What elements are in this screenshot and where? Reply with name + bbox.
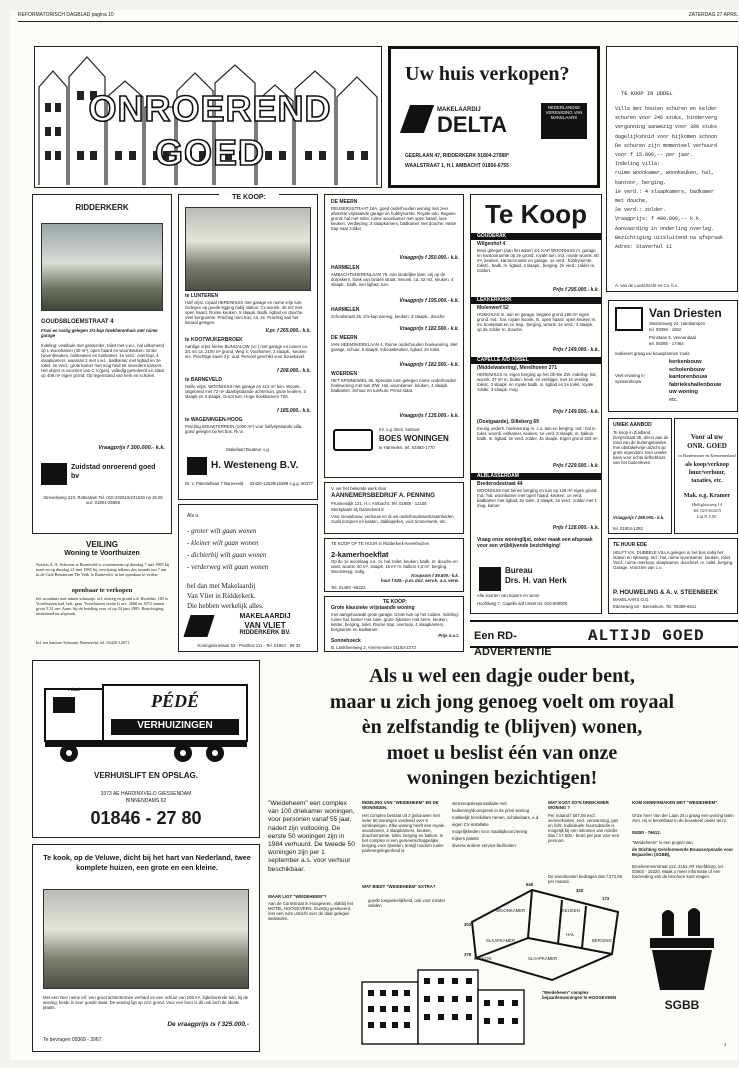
ad-title: DE MEERN xyxy=(331,335,358,341)
vanvliet-slogan: - dichterbij wilt gaan wonen xyxy=(187,551,267,559)
boes-agent-small: Inl. o.g. Bem. kantoor xyxy=(379,427,420,432)
ad-price: Prijs f 149.500.- k.k. xyxy=(552,409,599,415)
ad-text: Mooi gelegen (aan het water) 2/1 KAP WOONHUIS m. garage en kantoorruimte op 2e grond, royale tuin. Ind. royale woonk. 60 m², keuken, kantoorruimte en garage. 1e verd.: hobbyruimte, toiletc., badk. m. ligbad, 4 slaapk., berging. 2e verd.: zolder m. zoldert. xyxy=(477,248,599,273)
boes-agent: BOES WONINGEN xyxy=(379,434,449,443)
kramer-line: als koop/verkoop xyxy=(685,462,729,468)
delta-headline: Uw huis verkopen? xyxy=(405,63,570,85)
weideheem-col5-text2: "Weideheem" is een project van xyxy=(632,840,693,845)
penning-addr: Pruimendijk 121, H.I. Ambacht. Tel. 01858 - 12105 xyxy=(331,501,427,506)
westeneng-footer-small: Makelaar/Taxateur o.g. xyxy=(226,447,270,452)
vandriesten-addr4: tel. 08385 - 17464 xyxy=(649,341,684,346)
headline-line: maar u zich jong genoeg voelt om royaal xyxy=(329,690,675,713)
ridderkerk-sub: Fraai en rustig gelegen 2/1-kap hoekherenhuis met ruime garage xyxy=(41,328,158,338)
ad-street: Brederodestraat 44 xyxy=(477,481,523,487)
sonnehoeck-addr: B. Lankheerweg 2, Amersmolen 01183-2273 xyxy=(331,645,416,650)
ad-price: Vraagprijs f 350.000.- k.k. xyxy=(399,255,459,261)
vanvliet-call-line: Die hebben werkelijk alles. xyxy=(187,602,264,610)
veluwe-price: De vraagprijs is f 325.000.- xyxy=(167,1021,249,1028)
plan-room-label: BALKON xyxy=(474,956,492,961)
vandriesten-left2: systeembouw xyxy=(615,379,642,384)
vanvliet-logo-icon xyxy=(183,615,214,637)
vanvliet-slogan: Als u xyxy=(187,513,199,519)
typed-line: vergunning aanwezig voor 300 stuks xyxy=(615,124,718,131)
vanvliet-slogan: - kleiner wilt gaan wonen xyxy=(187,539,259,547)
delta-logo-mark xyxy=(400,105,434,133)
ad-title: DE MEERN xyxy=(331,199,358,205)
ad-title: HARMELEN xyxy=(331,307,360,313)
ad-text: REUSERSSTRAAT 16A, goed onderhouden woning met zeer afwerkte vrijstaande garage en hobbyruimte. Royale tuin. Begane grond: hal met toilet, ruime woonkamer met open haard, luxe keuken. Verdieping: 3 slaapkamers, badkamer met douche. Vaste trap naar zolder. xyxy=(331,206,457,231)
veiling-text2: het woonhuis met tuinen schuurtje, erf, uitweg en grond a.d. Hoofdstr. 185 te Voorthuizen kad. bek. gem. Voorthuizen sectie G nrs. 2600 en 3072 samen groot 5.51 are. Aanv. bij de betaling voor of op 24 juni 1985. Bezichtiging uitsluitend na afspraak. xyxy=(36,596,169,616)
kramer-sub: in Haarlemmer en Kennemerland xyxy=(678,453,736,458)
veiling-info: Inl. ten kantore Schoone, Barneveld, tel. 03420-12071. xyxy=(36,640,131,645)
vanherk-ad xyxy=(470,194,602,614)
veiling-notice xyxy=(32,540,172,652)
boes-logo-icon xyxy=(333,429,373,451)
weideheem-col5-tel: 05280 - 76612. xyxy=(632,830,661,835)
ad-price: Prijs f 295.000.- k.k. xyxy=(552,287,599,293)
house-photo xyxy=(185,207,311,291)
ad-street: (Middelwatering), Merelhoven 271 xyxy=(477,365,558,371)
westeneng-agent: H. Westeneng B.V. xyxy=(211,460,299,471)
plan-room-label: HAL xyxy=(566,932,575,937)
weideheem-col1-text: Aan de Curiestraat in Hoogeveen, vlakbij het MOTEL HOOGEVEEN. Gunstig gesitueerd, met een ruim uitzicht over de daar gelegen weilanden. xyxy=(268,901,354,921)
kramer-tel: Tel. 023-263215 xyxy=(692,508,722,513)
kramer-ad xyxy=(674,418,738,534)
rd-word: ALTIJD GOED xyxy=(588,627,705,645)
ad-text: Prachtig BOUWTERREIN (1000 m²) voor halfvrijstaande villa, goed gelegen bij het bos. Ri.vr. xyxy=(185,424,303,434)
sonnehoeck-text: met aangebouwde grote garage. Grote tuin op het zuiden. Indeling: ruime hal, kamer met suite, grote zijkamer met serre, keuken, kelder, berging, toilet. Ruime trap, overloop, 4 slaapkamers, bergruimte en badkamer. xyxy=(331,612,459,632)
kreekhuizen-tel: Tel. 01480 -69322 xyxy=(331,585,366,590)
weideheem-col5-text: Onze heer Van der Laan zit u graag een woning laten zien. Hij is bereikbaar in de bouwkeet onder tel.nr. xyxy=(632,813,734,823)
weideheem-col5-addr: Broekermeerstraat 113, 2151 AR Hoofddorp, tel. 02503 - 15320. Maak u meer informatie of een toezending van de brochure kunt vragen. xyxy=(632,864,724,879)
vanvliet-logo1: MAKELAARDIJ xyxy=(239,613,291,620)
tehuur-sub: MAKELAARS O.G. xyxy=(613,597,650,602)
vanherk-agent: Drs. H. van Herk xyxy=(505,576,567,585)
headline-line: moet u beslist één van onze xyxy=(386,741,618,764)
plan-room-label: SLAAPKAMER xyxy=(528,956,558,961)
vandriesten-addr1: Stationsweg 24, Hamkampen xyxy=(649,321,706,326)
ad-text: Halfv. vrijst. WOONHUIS met garage en 413 m² tuin. Woonk. uitgebreid met 72 m² daarbijstaande achtertuin, grote keuken, 3 slaapk en 3 slaapk. Groot tuin. Hoge hoekkamers 700. xyxy=(185,384,306,399)
tehuur-text: HELFT V.K. DUBBELE VILLA gelegen in het bos nabij het station en rijksweg. Ind.: hal, ruime woonkamer, keuken, toilet. Verd.: ruime overloop, slaapkamer, doucheel. m. toilet, berging. Garage. Voorzien van c.v. xyxy=(613,550,734,570)
section-head: GOUDERAK xyxy=(471,233,601,240)
vandriesten-list-item: kantorenbouw xyxy=(669,374,708,381)
ad-street: Wilgenhof 4 xyxy=(477,241,506,247)
tehuur-addr: Edeseweg 53 - Bennekom. Tel. 08389-6511 xyxy=(613,604,697,609)
weideheem-col1-head: WAAR LIGT "WEIDEHEEM"? xyxy=(268,894,327,899)
delta-addr2: WAALSTRAAT 1, H.I. AMBACHT 01856-6755 xyxy=(405,163,509,169)
headline-line: woningen bezichtigen! xyxy=(406,767,598,789)
weideheem-col3 xyxy=(452,800,540,880)
vandriesten-name: Van Driesten xyxy=(649,306,722,320)
veiling-subhead: openbaar te verkopen xyxy=(71,587,133,594)
typed-line: dagelijkshoid voor bijkomen schoon xyxy=(615,133,718,140)
typed-line: 1e verd.: 4 slaapkamers, badkamer xyxy=(615,188,715,195)
uniek-price: Vraagprijs f 289.000.- k.k. xyxy=(613,515,665,520)
ad-text: HERENHUIS m. eigen berging op het Ob-Be ZW. Indeling: hal, woonk. 37 m² m. buiten, keuk. en verbijgel. met 1e verdiep. toiletc. 3 slaapk. en royale badk. m. ligbad en 2e toilet, royale zolder. 3 slaapk. mog. xyxy=(477,372,597,392)
banner-title: ONROEREND GOED xyxy=(88,88,332,173)
page-number: 1 xyxy=(724,1042,727,1047)
plan-room-label: KEUKEN xyxy=(562,908,580,913)
typed-line: kantoor, berging. xyxy=(615,179,667,186)
pede-ad xyxy=(32,660,260,838)
vanherk-agent-small: Alle soorten van kopers en woon xyxy=(477,593,540,598)
tehuur-agent: P. HOUWELING & A. v. STEENBEEK xyxy=(613,589,719,596)
newspaper-page xyxy=(10,10,738,1060)
delta-logo-line2: DELTA xyxy=(437,112,508,137)
tehuur-ad xyxy=(608,538,738,614)
vanherk-title: Te Koop xyxy=(484,199,588,229)
headline-line: èn zelfstandig te (blijven) wonen, xyxy=(361,716,643,738)
plan-dimension: 173 xyxy=(602,896,610,901)
ad-text: Half vrijst. royaal HERENHUIS met garage en ruime vrije tuin. Gelegen op goede ligging nabij station. Cv woonk. 40 m2 met open haard. Ruime keuken. 5 slaapk. Badk. ligbad en douche. Veel bergruimte. Prachtig ruim tuin, ca. 4x. Prachtig aan het kanaal gelegen. xyxy=(185,300,304,325)
penning-name: AANNEMERSBEDRIJF A. PENNING xyxy=(331,492,435,499)
weideheem-col2-head: INDELING VAN "WEIDEHEEM" EN DE WONINGEN. xyxy=(362,800,439,810)
pede-addr2: BINNENDAMS 62 xyxy=(125,798,167,804)
ad-text: Keurig onderh. hoekwoning m. z.o. tuin en berging. Ind.: hal m. toilet, woonk. eetkamer, keuken, 1e verd. 3 slaapk. m. balkon, badk. m. ligbad, 2e verd. zolder, 4e slaapk. Eigen grond 325 m². xyxy=(477,426,599,441)
ad-text: AMBACHTSHERENLAAN 76. Aan landelijke laan, vrij op de dorpskern, hoek van landeli straat. Woonk. ca. 32 m2, keuken, 4 slaapk., badk. met ligbad, tuin. xyxy=(331,272,454,287)
ridderkerk-title: RIDDERKERK xyxy=(75,203,129,212)
delta-addr1: GEERLAAN 47, RIDDERKERK 01804-27088* xyxy=(405,153,509,159)
typed-line: Adres: Staverhul 11 xyxy=(615,244,673,251)
vandriesten-ad xyxy=(608,300,738,412)
vandriesten-list-item: scholenbouw xyxy=(669,366,705,373)
boes-ad xyxy=(324,194,464,478)
typed-line: Bezichtiging uitsluitend na afspraak xyxy=(615,234,724,241)
kramer-line: huur/verhuur, xyxy=(688,470,726,476)
weideheem-col5-org: de Stichting Gereformeerde Bouwcorporatie voor Bejaarden (SGBB), xyxy=(632,847,733,857)
vandriesten-list-item: fabriekshallenbouw xyxy=(669,381,722,388)
vanherk-appeal: Vraag onze woninglijst, zeker maak een afspraak voor een vrijblijvende bezichtiging! xyxy=(477,537,593,549)
ridderkerk-body: Indeling: vestibule met garderobe, toilet met v.w.l., hal uitkomend op L-woonkamer (40 m²), open haard en woonkeuken. Grote (woon)keuken, tuinkeuken en tuinkamer. 1e verd.: overloop, 4 slaapkamers, waarvan 2 met v.w.l., badkamer met ligbad en 2e toilet. 2e verd.: grote kamer met mog heid tot meerdere kamers. Het object is voorzien van C.V.(gas), volledig geïsoleerd en staat op 408 m² eigen grond. Op tegenstand van kerk en scholen. xyxy=(41,343,164,378)
kreekhuizen-title: 2-kamerhoekflat xyxy=(331,550,389,559)
weideheem-col5-head: KOM KENNISMAKEN MET "WEIDEHEEM" xyxy=(632,800,718,805)
westeneng-tel: 03420-12639/15389 s.g.g. 80377 xyxy=(249,481,313,486)
rd-label: Een RD-ADVERTENTIE xyxy=(474,630,552,658)
veluwe-text: Met een zeer ruime erf, een groot achtertermen verhard en een schuur van 100 m², bijbehorende tuin, bij de woning; beide in zeer goede staat. De woning ligt op zo'n grond. Voor een boer is dit ook toch de ideale plaats. xyxy=(43,995,249,1010)
typed-line: Vraagprijs: f 400.000,-- k.k. xyxy=(615,216,703,223)
veluwe-title: Te kook, op de Veluwe, dicht bij het hart van Nederland, twee komplete huizen, een grote en een kleine. xyxy=(43,853,251,872)
kreekhuizen-intro: TE KOOP OF TE HUUR in Ridderkerk-Kreekhuizen xyxy=(331,541,430,546)
sonnehoeck-price: Prijs n.o.t. xyxy=(438,633,459,638)
masthead-left: REFORMATORISCH DAGBLAD pagina 10 xyxy=(18,12,114,18)
kreekhuizen-price1: Koopsom f 39.500.- k.k. xyxy=(411,573,459,578)
plan-dimension: 378 xyxy=(464,952,472,957)
kramer-lines xyxy=(675,461,739,489)
weideheem-feature: mogelijkheden voor maaltijdvoorziening Kijkers palette xyxy=(452,829,528,841)
veiling-subtitle: Woning te Voorthuizen xyxy=(64,550,140,557)
plan-caption: "Weideheem" complex bejaardenwoningen te HOOGEVEEN xyxy=(542,990,617,1000)
ad-price: Prijs f 128.000.- k.k. xyxy=(552,525,599,531)
delta-ad xyxy=(388,46,600,188)
weideheem-col2-item: goede toegankelijkheid, ook voor minder validen xyxy=(368,898,446,908)
vandriesten-list-item: etc. xyxy=(669,396,679,403)
weideheem-col2-sub: WAT BIEDT "WEIDEHEEM" EXTRA? xyxy=(362,884,436,889)
weideheem-col2-text: Het complex bestaat uit 2 gebouwen met ieder 50 woningen verdeeld over 5 verdiepingen. Elke woning heeft een royale woonkamer, 2 slaapkamers, keuken, douche/ruimte, toilet, berging en balkon. In het complex is een gemeenschappelijke berging voor rijwielen, terwijl rondom ruime parkeergelegenheid is. xyxy=(362,813,445,853)
ad-place: te WAGENINGEN-HOOG xyxy=(185,417,243,423)
veiling-text: Notaris A. A. Schoone te Barneveld is voornemens op dinsdag 7 mei 1985 bij inzet en op dinsdag 21 mei 1985 bij toewijzing telkens des avonds om 7 uur in de Café Restaurant 'De Valk' te Barneveld, in het openbaar te veilen: xyxy=(36,562,170,577)
sonnehoeck-ad xyxy=(324,596,464,652)
typed-line: 2e verd.: zolder. xyxy=(615,207,667,214)
veiling-title: VEILING xyxy=(85,540,118,549)
westeneng-logo-icon xyxy=(187,457,207,475)
penning-text: Voor nieuwbouw, verbouw en al uw onderhoudswerkzaamheden, zoals kozijnen en kasten, dakkapellen, voor timmerwerk, etc. xyxy=(331,514,455,524)
pede-cab: PÉDÉ xyxy=(68,687,80,692)
boes-addr: te Harmelen, tel. 03483-1770 xyxy=(379,445,435,450)
ad-text: Schoolstraat 25. 2/1-kap woning, keuken, 3 slaapk., douche. xyxy=(331,314,446,319)
vanvliet-ad xyxy=(178,504,318,652)
vanvliet-call-line: bel dan met Makelaardij xyxy=(187,582,256,590)
vandriesten-list-item: kerkenbouw xyxy=(669,359,702,365)
ad-price: Vraagprijs f 182.500.- k.k. xyxy=(399,362,459,368)
ad-title: WOERDEN xyxy=(331,371,358,377)
sonnehoeck-sub: Grote klassieke vrijstaande woning xyxy=(331,605,415,611)
ridderkerk-agent-addr: Strevelsweg 210, Rotterdam Tel. 010-232519/231530 na 18.00 uur: 01804-25885 xyxy=(43,495,163,505)
typed-line: De schuren zijn momenteel verhuurd xyxy=(615,142,718,149)
ad-price: Vraagprijs f 182.500.- k.k. xyxy=(399,326,459,332)
section-head: CAPELLE A/D IJSSEL xyxy=(471,357,601,364)
westeneng-title: TE KOOP: xyxy=(219,194,279,203)
ad-street: Molenwerf 52 xyxy=(477,305,509,311)
vandriesten-addr2: tel. 08396 - 1652 xyxy=(649,327,682,332)
typed-notice xyxy=(606,46,738,292)
ad-price: Vraagprijs f 195.000.- k.k. xyxy=(399,298,459,304)
pede-truck-logo: PÉDÉ xyxy=(150,691,199,711)
plan-room-label: SLAAPKAMER xyxy=(486,938,516,943)
typed-footer: A. van de Looschecht en Co. b.v. xyxy=(615,283,678,288)
sonnehoeck-place: Sonnehoeck xyxy=(331,638,361,644)
vandriesten-addr3: Prinstaan 5, Veenendaal xyxy=(649,335,696,340)
ad-place: te KOOTWIJKERBROEK xyxy=(185,337,243,343)
plan-dimension: 320 xyxy=(576,888,584,893)
pede-phone: 01846 - 27 80 xyxy=(90,808,202,828)
vanvliet-addr: Koningsinnelaan 63 - Postbus 111 - Tel. 01804 - 89 32 xyxy=(197,643,301,648)
tehuur-title: TE HUUR EDE xyxy=(613,542,647,548)
section-head: ALBLASSERDAM xyxy=(471,473,601,480)
apartment-building-illustration xyxy=(358,960,528,1048)
ad-price: Vraagprijs f 135.000.- k.k. xyxy=(399,413,459,419)
westeneng-addr: Dr. v. Palestellaan 7 Barneveld xyxy=(185,481,244,486)
vanvliet-call xyxy=(187,581,313,611)
vanvliet-logo2: VAN VLIET xyxy=(244,621,286,630)
sonnehoeck-title: TE KOOP: xyxy=(382,599,408,605)
typed-line: voor f 15.000,-- per jaar. xyxy=(615,152,694,159)
typed-line: met douche, xyxy=(615,198,649,205)
weideheem-headline xyxy=(266,664,738,792)
kramer-lead: Voor al uw xyxy=(690,433,724,441)
ad-price: f 208.000.- k.k. xyxy=(277,368,311,374)
uniek-ad xyxy=(608,418,672,534)
typed-line: Aanvaarding in onderling overleg. xyxy=(615,225,715,232)
vanvliet-slogan-list xyxy=(187,525,313,573)
vanvliet-slogan: - verderweg wilt gaan wonen xyxy=(187,563,269,571)
vandriesten-list-item: uw woning xyxy=(669,389,698,396)
ad-text: Aardige vrijst. kleine BUNGALOW (v.r.) met garage en tuinen ca. 3/1 en ca. 2100 m² grond. Weg 4. Voorkamer, 2 slaapk., keuken etc. Prachtige kavel 3 jr. oud. Perceel geschikt voor bouwkavel. xyxy=(185,344,308,359)
pede-addr1: 3373 AE HARDINXVELD GIESSENDAM xyxy=(100,791,192,797)
plan-room-label: BERGING xyxy=(592,938,612,943)
ridderkerk-street: GOUDSBLOEMSTRAAT 4 xyxy=(41,319,114,325)
kramer-extra: Lid N.V.M. xyxy=(697,514,717,519)
weideheem-feature: diverse andere service-faciliteiten xyxy=(452,843,516,848)
ad-place: te LUNTEREN xyxy=(185,293,219,299)
uniek-tel: tel. 01804-1282 xyxy=(613,526,643,531)
zuidstad-logo-icon xyxy=(41,463,67,485)
kramer-addr: Heiliglooiweg 14 xyxy=(692,502,722,507)
vandriesten-left1: Veel ervaring in xyxy=(615,373,645,378)
vanvliet-logo3: RIDDERKERK BV. xyxy=(239,630,291,636)
vanherk-addr: Hoofdweg 7, Capelle a/d IJssel tel. 010-500000 xyxy=(477,601,568,606)
weideheem-col4-head: WAT KOST ZO'N DRIEKAMER WONING ? xyxy=(548,800,609,810)
typed-line: ruime woonkamer, woonkeuken, hal, xyxy=(615,170,715,177)
section-head: LEKKERKERK xyxy=(471,297,601,304)
headline-line: Als u wel een dagje ouder bent, xyxy=(369,665,635,687)
sgbb-logo-text: SGBB xyxy=(664,998,700,1012)
vanherk-lead: Bureau xyxy=(505,566,533,575)
vandriesten-logo-icon xyxy=(615,307,643,331)
sgbb-logo xyxy=(642,904,722,996)
pede-heading: VERHUISLIFT EN OPSLAG. xyxy=(93,771,198,780)
kramer-title: ONR. GOED xyxy=(687,442,727,450)
kramer-agent: Mak. o.g. Kramer xyxy=(683,493,731,499)
typed-lines xyxy=(615,105,739,285)
pede-truck-text: VERHUIZINGEN xyxy=(137,720,213,731)
rd-advertentie xyxy=(470,620,738,658)
ad-price: f 185.000.- k.k. xyxy=(277,408,311,414)
vandriesten-list xyxy=(669,359,737,409)
kreekhuizen-text: Op de 1e woonlaag o.a. cv, hal, toilet, keuken, badk. m. douche en wast, woonk. 30 m², slaapk. 15 m² m. balkon 4,2 m², berging. Woonsteyg. redig. xyxy=(331,559,458,574)
ridderkerk-ad xyxy=(32,194,172,534)
plan-dimension: 303 xyxy=(464,922,472,927)
weideheem-feature: sterrenopsleepinstallatie met bediening/doorspreek in de privé woning xyxy=(452,801,530,813)
ridderkerk-agent: Zuidstad onroerend goed bv xyxy=(71,464,156,480)
weideheem-ad xyxy=(266,660,738,1052)
uniek-text: Te koop in Zuidland. Dorpsstraat 35, direct aan de rand van de buitengebieden, met obstakelvrije uitzicht op grote eigendom. Een unieke kans voor echte liefhebbers van het buitenleven. xyxy=(613,430,669,465)
plan-room-label: WOONKAMER xyxy=(496,908,526,913)
ad-text: HOEKHUIS m. tuin en garage, begane grond 190 m² eigen grond. Ind.: hal, royale woonk. m. open haard, open keuken m. ml. bookplaat en cv. kap., berging, woonk. 1e verd.: 3 slaapk. op de zolder m. douche. xyxy=(477,312,597,332)
ad-street: (Oostgaarde), Silleberg 69 xyxy=(477,419,539,425)
typed-line: Indeling villa: xyxy=(615,161,661,168)
ad-text: HET SPINNEWIEL 36. Speciale ruim gelegen ruime onderhouden hoekwoning met tuin Z/W. Hal, woonkamer, keuken, 4 slaapk. badkamer. Schuur en tuinhuis. Prima staat. xyxy=(331,378,457,393)
kreekhuizen-ad xyxy=(324,538,464,592)
ad-price: Prijs f 229.500.- k.k. xyxy=(552,463,599,469)
ridderkerk-price: Vraagprijs f 300.000.- k.k. xyxy=(98,445,165,451)
ad-text: VAN HEEMSKERKLAAN 4. Ruime onderhouden hoekwoning. Met garage, schuur, 5 slaapk. Inbouwkeuken, ligbad, 2e toilet. xyxy=(331,342,458,352)
banner xyxy=(34,46,382,188)
weideheem-col4-text2: De woonkosten bedragen dan f 272,65 per maand. xyxy=(548,874,623,884)
ad-price: V.pr. f 265.000.- k.k. xyxy=(265,328,311,334)
westeneng-ad xyxy=(178,194,318,500)
uniek-title: UNIEK AANBOD xyxy=(613,422,652,428)
penning-intro: V. ver het bekende werk door xyxy=(331,486,387,491)
veluwe-tel: Te bevragen 09368 - 3967. xyxy=(43,1037,103,1043)
vandriesten-intro: realiseert graag uw bouwplannen zoals xyxy=(615,351,690,356)
penning-sub: Werkplaats bij Damerkant 8 xyxy=(331,507,384,512)
kreekhuizen-price2: huur f 525.- p.m. incl. serv.k. o.a. verw. xyxy=(380,578,459,583)
vanvliet-slogan: - groter wilt gaan wonen xyxy=(187,527,257,535)
weideheem-feature: makkelijk bereikbare ramen, schakelaars, e.d. xyxy=(452,815,540,820)
vanherk-logo-icon xyxy=(479,567,501,591)
typed-line: schuren voor 246 stuks, binderverg xyxy=(615,115,718,122)
veluwe-ad xyxy=(32,844,260,1052)
delta-badge: NEDERLANDSE VERENIGING VAN MAKELAARS xyxy=(541,103,587,139)
typed-title: TE KOOP IN UDDEL xyxy=(621,91,673,97)
delta-logo-line1: MAKELAARDIJ xyxy=(437,107,481,113)
weideheem-col1: "Weideheem" een complex van 100 driekamer woningen, voor personen vanaf 55 jaar, nadert zijn voltooiing. De eerste 50 woningen zijn in 1984 verhuurd. De tweede 50 woningen zijn per 1 september a.s. voor verhuur beschikbaar. xyxy=(268,800,355,873)
masthead-rule xyxy=(18,21,738,22)
ad-place: te BARNEVELD xyxy=(185,377,222,383)
penning-ad xyxy=(324,482,464,534)
plan-dimension: 645 xyxy=(526,882,534,887)
vanvliet-call-line: Van Vliet in Ridderkerk. xyxy=(187,592,256,600)
weideheem-col4-text: Per maand f 567,05 excl. servicekosten, excl. verwarming, gas en licht. Individuele huursubsidie is mogelijk bij een inkomen van minder dan f 17.500,- bruto per jaar voor een persoon. xyxy=(548,813,620,843)
ad-text: WOONHUIS met tuinen berging en tuin op 126 m² eigen grond. Ind.: hal, woonkamer met open haard, keuken. 1e verd. badkamer met ligbad, 2e toilet, 3 slaapk. 2e verd.: zolder met 1 mog. kamer. xyxy=(477,488,598,508)
typed-line: Villa met houten schuren en kelder xyxy=(615,106,718,112)
ad-price: Prijs f 149.000.- k.k. xyxy=(552,347,599,353)
weideheem-feature: eigen CV-installatie xyxy=(452,822,489,827)
house-photo xyxy=(41,223,163,311)
ad-title: HARMELEN xyxy=(331,265,360,271)
kramer-line: taxaties, etc. xyxy=(691,478,723,484)
farmhouse-photo xyxy=(43,889,249,989)
masthead-right: ZATERDAG 27 APRIL xyxy=(688,12,738,18)
